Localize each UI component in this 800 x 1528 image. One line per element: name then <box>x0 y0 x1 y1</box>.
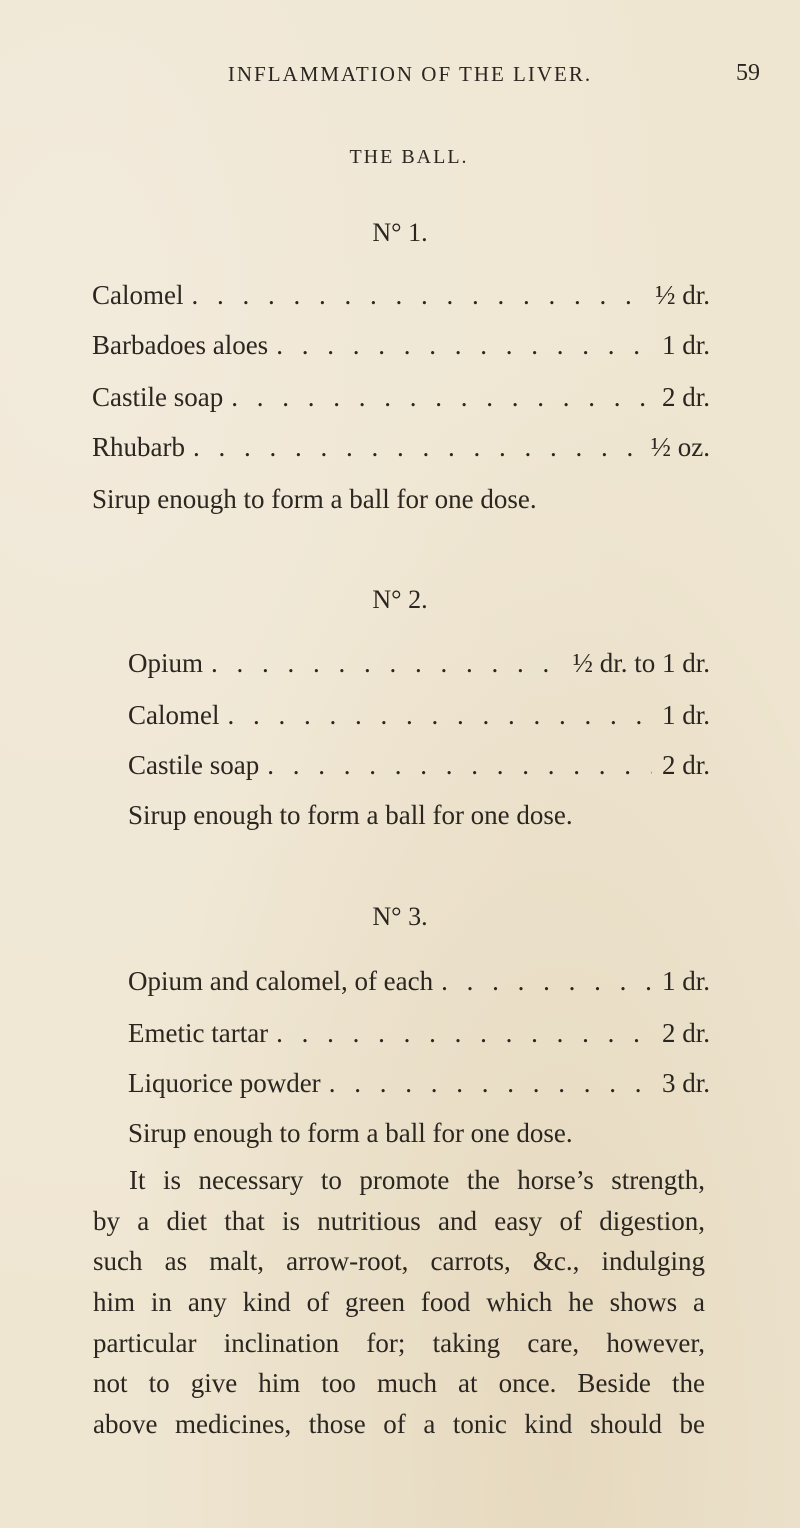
leader-dots <box>321 1068 652 1099</box>
leader-dots <box>183 280 645 311</box>
recipe-1-heading: N° 1. <box>372 218 428 247</box>
ingredient-name: Calomel <box>92 280 184 310</box>
ingredient-name: Castile soap <box>92 382 224 412</box>
paragraph-line: It is necessary to promote the horse’s strength, <box>129 1165 705 1195</box>
recipe-2-item-calomel <box>128 700 710 731</box>
ingredient-amount: ½ dr. <box>655 280 710 310</box>
leader-dots <box>219 700 652 731</box>
ingredient-name: Opium <box>128 648 204 678</box>
recipe-3-item-emetic-tartar <box>128 1018 710 1049</box>
leader-dots <box>268 1018 652 1049</box>
paragraph-line: particular inclination for; taking care, however, <box>93 1327 705 1358</box>
running-title: INFLAMMATION OF THE LIVER. <box>227 62 593 86</box>
recipe-1-item-soap <box>92 382 710 413</box>
recipe-3-item-liquorice <box>128 1068 710 1099</box>
leader-dots <box>259 750 652 781</box>
ingredient-amount: 2 dr. <box>661 1018 710 1048</box>
paragraph-line: not to give him too much at once. Beside the <box>93 1368 705 1399</box>
body-paragraph <box>93 1160 705 1445</box>
ingredient-amount: 2 dr. <box>661 382 710 412</box>
ingredient-amount: 2 dr. <box>661 750 710 780</box>
ingredient-name: Barbadoes aloes <box>92 330 269 360</box>
recipe-2-note: Sirup enough to form a ball for one dose. <box>128 800 573 830</box>
ingredient-amount: 1 dr. <box>661 700 710 730</box>
ingredient-name: Emetic tartar <box>128 1018 269 1048</box>
recipe-2-heading: N° 2. <box>372 585 428 614</box>
ingredient-amount: 1 dr. <box>661 330 710 360</box>
leader-dots <box>268 330 652 361</box>
recipe-3-heading: N° 3. <box>372 902 428 931</box>
ingredient-name: Castile soap <box>128 750 260 780</box>
recipe-1-item-calomel <box>92 280 710 311</box>
recipe-1-note: Sirup enough to form a ball for one dose. <box>92 484 537 514</box>
ingredient-name: Rhubarb <box>92 432 185 462</box>
recipe-2-item-opium <box>128 648 710 679</box>
page-number: 59 <box>736 60 760 86</box>
ingredient-amount: 1 dr. <box>661 966 710 996</box>
paragraph-line: such as malt, arrow-root, carrots, &c., indulging <box>93 1246 705 1277</box>
leader-dots <box>185 432 641 463</box>
leader-dots <box>223 382 652 413</box>
ingredient-amount: ½ dr. to 1 dr. <box>572 648 710 678</box>
paragraph-line: above medicines, those of a tonic kind should be <box>93 1409 705 1440</box>
ingredient-amount: ½ oz. <box>650 432 710 462</box>
ingredient-name: Calomel <box>128 700 220 730</box>
recipe-1-item-aloes <box>92 330 710 361</box>
paragraph-line: by a diet that is nutritious and easy of digestion, <box>93 1205 705 1236</box>
ingredient-name: Liquorice powder <box>128 1068 321 1098</box>
recipe-3-note: Sirup enough to form a ball for one dose. <box>128 1118 573 1148</box>
recipe-1-item-rhubarb <box>92 432 710 463</box>
paragraph-line: him in any kind of green food which he shows a <box>93 1287 705 1318</box>
recipe-3-item-opium-calomel <box>128 966 710 997</box>
leader-dots <box>203 648 563 679</box>
ingredient-amount: 3 dr. <box>661 1068 710 1098</box>
leader-dots <box>433 966 652 997</box>
ingredient-name: Opium and calomel, of each <box>128 966 434 996</box>
recipe-2-item-soap <box>128 750 710 781</box>
section-title: THE BALL. <box>349 146 469 168</box>
